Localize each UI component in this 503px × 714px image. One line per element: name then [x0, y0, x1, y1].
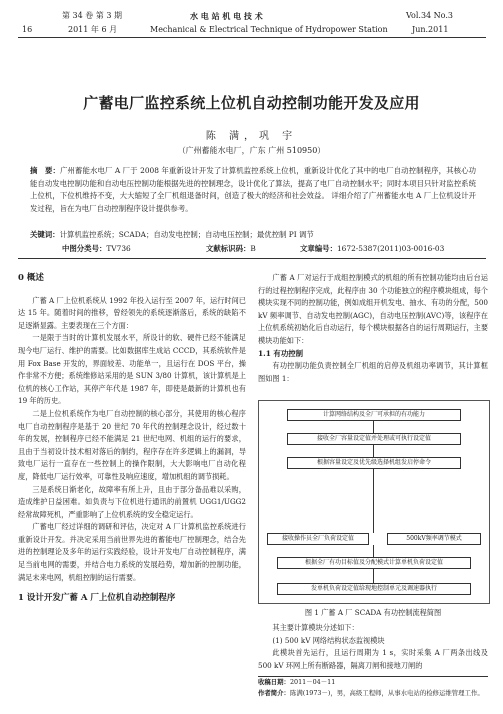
author-bio-text: 陈满(1973－)，男，高级工程师，从事水电站的检修运维管理工作。 — [289, 689, 484, 697]
footnote — [258, 676, 488, 699]
journal-name-en: Mechanical & Electrical Technique of Hydropower Station — [150, 25, 388, 34]
keywords-text: 计算机监控系统；SCADA；自动发电控制；自动电压控制；最优控制 PI 调节 — [59, 230, 314, 239]
journal-name-cn: 水 电 站 机 电 技 术 — [190, 11, 263, 21]
section-0-heading: 0 概述 — [18, 273, 44, 283]
paragraph: 其主要计算模块分述如下： — [272, 623, 359, 632]
document-code — [206, 243, 256, 254]
article-number — [300, 243, 444, 254]
paragraph: (1) 500 kV 网络结构状态监视模块 — [272, 635, 385, 645]
section-1-heading: 1 设计开发广蓄 A 厂上位机自动控制程序 — [18, 593, 176, 604]
paragraph: 此模块首先运行，且运行周期为 1 s，实时采集 A 厂两条出线及 500 kV 环网上所有断路器，隔离刀闸和接地刀闸的 — [258, 648, 488, 670]
flow-connector — [373, 445, 374, 457]
flow-box-unit-load: 根据全厂有功目标值及分配模式计算单机负荷设定值 — [277, 557, 471, 569]
paragraph: 一是限于当时的计算机发展水平，所设计的软、硬件已经不能满足现今电厂运行、维护的需要。比如数据库生成站 CCCD，其系统软件是用 Fox Base 开发的，界面较差、功能单一，且运行在 DOS 平台，操作非常不方便；系统维修站采用的是 SUN 3/80 计算机，该计算机是上位机的核心工作站，其停产年代是 1987 年，即使是最新的计算机也有 19 年的历史。 — [18, 333, 246, 406]
right-column-continued — [258, 622, 488, 672]
volume-issue-cn: 第 34 卷 第 3 期 — [62, 11, 122, 20]
figure-1-caption: 图 1 广蓄 A 厂 SCADA 有功控制流程简图 — [304, 608, 442, 617]
flow-box-send-setpoint: 发单机负荷设定值给现地控制单元及调速器执行 — [277, 583, 471, 595]
authors: 陈 满，巩 宇 — [205, 131, 298, 142]
clc-number — [62, 243, 131, 254]
received-label: 收稿日期： — [258, 678, 290, 686]
received-value: 2011－04－11 — [289, 678, 336, 686]
header-rule — [18, 37, 486, 38]
page-number: 16 — [22, 25, 33, 34]
flow-box-start-stop: 根据容量设定及优先级选择机组发启停命令 — [287, 457, 461, 469]
abstract-rule — [18, 258, 486, 259]
received-date — [258, 677, 488, 688]
flow-box-frequency-mode: 500kV频率调节模式 — [387, 533, 481, 545]
paragraph: 有功控制功能负责控制全厂机组的启停及机组功率调节，其计算框图如图 1： — [258, 361, 488, 383]
paragraph: 二是上位机系统作为电厂自动控制的核心部分，其使用的核心程序电厂自动控制程序是基于 20 世纪 70 年代的控制理念设计，经过数十年的发展，控制程序已经不能满足 21 世纪电网、机组的运行的要求，且由于当初设计技术相对落后的制约，程序存在许多逻辑上的漏洞，导致电厂运行一直存在一些控制上的操作限制，大大影响电厂自动化程度，降低电厂运行效率，可靠性及响应速度，增加机组的调节损耗。 — [18, 408, 246, 481]
abstract-label: 摘 要： — [30, 166, 60, 175]
right-column — [258, 272, 488, 385]
keywords-label: 关键词： — [30, 230, 60, 239]
article-title: 广蓄电厂监控系统上位机自动控制功能开发及应用 — [83, 94, 420, 112]
paragraph: 广蓄 A 厂上位机系统从 1992 年投入运行至 2007 年，运行时间已达 15 年。随着时间的推移，曾经领先的系统逐渐落后，系统的缺陷不足逐渐显露。主要表现在三个方面： — [18, 295, 246, 330]
abstract-line: 广州蓄能水电厂 A 厂于 2008 年重新设计开发了计算机监控系统上位机，重新设计优化了其中的电厂自动控 — [59, 166, 417, 175]
abstract-line: 动控制水平；同时本项目只针对监控系统上位机，下位机维持不变，大大缩短了全厂机组退备时间，创造了极大的经 — [30, 178, 476, 200]
doc-code-value: B — [250, 244, 256, 253]
abstract-line: 制程序，其核心功能自动发电控制功能和自动电压控制功能根据先进的控制理念，设计优化了算法，提高了电厂自 — [30, 166, 476, 188]
author-bio — [258, 688, 488, 699]
paragraph: 广蓄电厂经过详细的调研和评估，决定对 A 厂计算机监控系统进行重新设计开发。并决定采用当前世界先进的蓄能电厂控制理念，结合先进的控制理论及多年的运行实践经验，设计开发电厂自动控制程序，满足当前电网的需要，并结合电力系统的发展趋势，增加新的控制功能，满足未来电网，机组控制的运行需要。 — [18, 522, 246, 582]
clc-label: 中图分类号： — [62, 244, 107, 253]
flow-connector — [373, 569, 374, 583]
flow-box-operator-setpoint: 接收操作员全厂负荷设定值 — [267, 533, 369, 545]
abstract-line: 济和社会效益。 详细介绍了广州蓄能水电 A 厂上位机设计开发过程，旨在为电厂自动控制程序设计提供参考。 — [30, 191, 477, 213]
flow-connector — [373, 469, 374, 533]
paragraph: 三是系统日渐老化，故障率有所上升，且由于部分备品难以采购，造成维护日益困难。如负责与下位机进行通讯的前置机 UGG1/UGG2 经常故障死机，严重影响了上位机系统的安全稳定运行。 — [18, 484, 246, 519]
figure-1-flowchart — [258, 400, 490, 604]
section-1-1-heading: 1.1 有功控制 — [258, 348, 303, 358]
date-en: Jun.2011 — [412, 25, 449, 34]
clc-value: TV736 — [106, 244, 131, 253]
flow-box-receive-capacity: 接收全厂容量设定值并处理或可执行设定值 — [287, 433, 461, 445]
article-no-label: 文章编号： — [300, 244, 337, 253]
flow-connector — [373, 545, 374, 557]
keywords — [30, 229, 476, 242]
affiliation: （广州蓄能水电厂，广东 广州 510950） — [177, 146, 326, 155]
article-no-value: 1672-5387(2011)03-0016-03 — [336, 244, 445, 253]
doc-code-label: 文献标识码： — [206, 244, 251, 253]
flow-box-network-capacity: 计算网络结构及全厂可承担的有功能力 — [287, 409, 461, 421]
flow-connector — [373, 421, 374, 433]
volume-issue-en: Vol.34 No.3 — [406, 11, 453, 20]
date-cn: 2011 年 6 月 — [68, 25, 118, 34]
paragraph: 广蓄 A 厂对运行于成组控制模式的机组的所有控制功能均由后台运行的过程控制程序完成，此程序由 30 个功能独立的程序模块组成，每个模块实现不同的控制功能，例如成组开机发电、抽水、有功的分配，500 kV 频率调节、自动发电控制(AGC)，自动电压控制(AVC)等，该程序在上位机系统初始化后自动运行，每个模块根据各自的运行周期运行，主要模块功能如下： — [258, 273, 489, 345]
author-bio-label: 作者简介： — [258, 689, 290, 697]
abstract — [30, 165, 476, 215]
left-column — [18, 272, 246, 605]
